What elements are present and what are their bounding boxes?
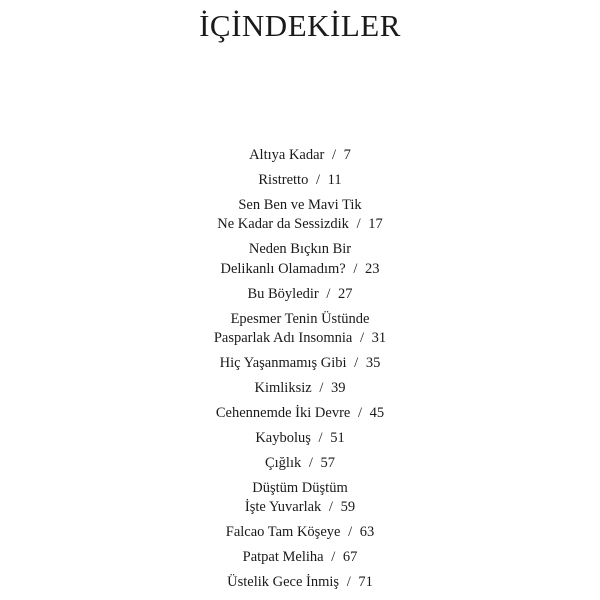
toc-entry-title: Bu Böyledir: [247, 285, 319, 302]
toc-entry-line: [0, 215, 600, 234]
toc-entry-line: [0, 523, 600, 542]
toc-entry: [0, 379, 600, 398]
toc-entry-title: Sen Ben ve Mavi Tik: [238, 196, 362, 213]
toc-entry-line: [0, 146, 600, 165]
toc-separator: /: [331, 549, 336, 566]
toc-separator: /: [326, 285, 331, 302]
toc-page-number: 17: [368, 216, 383, 233]
toc-separator: /: [328, 499, 333, 516]
toc-entry-line: [0, 498, 600, 517]
toc-entry-title: Patpat Meliha: [242, 549, 324, 566]
toc-entry-line: [0, 404, 600, 423]
toc-entry-title: Kayboluş: [255, 430, 311, 447]
toc-entry-line: [0, 196, 600, 215]
toc-entry-line: [0, 285, 600, 304]
toc-entry-line: [0, 240, 600, 259]
toc-page-number: 39: [330, 380, 346, 397]
toc-entry-title: Üstelik Gece İnmiş: [227, 574, 340, 591]
toc-entry: [0, 404, 600, 423]
toc-entry-title: Hiç Yaşanmamış Gibi: [219, 355, 347, 372]
toc-entry: [0, 523, 600, 542]
toc-separator: /: [354, 355, 359, 372]
toc-entry-line: [0, 379, 600, 398]
toc-separator: /: [353, 260, 358, 277]
toc-separator: /: [357, 405, 362, 422]
toc-entry-title: Delikanlı Olamadım?: [220, 260, 346, 277]
table-of-contents: [0, 146, 600, 598]
toc-entry-title: Cehennemde İki Devre: [215, 405, 351, 422]
toc-entry-line: [0, 573, 600, 592]
toc-page-number: 63: [359, 524, 375, 541]
toc-entry-line: [0, 429, 600, 448]
toc-separator: /: [318, 430, 323, 447]
toc-page-number: 7: [343, 147, 351, 163]
toc-entry-title: Neden Bıçkın Bir: [248, 241, 352, 258]
toc-entry-title: Çığlık: [264, 455, 302, 472]
toc-page-number: 59: [340, 499, 356, 516]
toc-separator: /: [356, 216, 361, 233]
toc-page-number: 27: [338, 285, 353, 302]
toc-entry: [0, 146, 600, 165]
toc-entry-title: Ne Kadar da Sessizdik: [217, 216, 349, 233]
toc-entry-line: [0, 310, 600, 329]
toc-page-number: 57: [320, 455, 336, 472]
toc-entry: [0, 548, 600, 567]
toc-page-number: 67: [342, 549, 358, 566]
toc-entry-title: İşte Yuvarlak: [244, 499, 322, 516]
toc-entry-line: [0, 354, 600, 373]
toc-entry: [0, 454, 600, 473]
toc-entry-line: [0, 329, 600, 348]
toc-separator: /: [308, 455, 313, 472]
toc-entry-title: Düştüm Düştüm: [252, 480, 348, 496]
page-title: İÇİNDEKİLER: [199, 8, 401, 43]
toc-entry-line: [0, 260, 600, 279]
toc-entry-line: [0, 454, 600, 473]
toc-entry-title: Ristretto: [258, 171, 309, 188]
toc-entry: [0, 479, 600, 518]
toc-entry: [0, 285, 600, 304]
toc-separator: /: [346, 574, 351, 591]
toc-entry-line: [0, 479, 600, 498]
toc-separator: /: [319, 380, 324, 397]
toc-entry: [0, 429, 600, 448]
toc-page-number: 35: [365, 355, 381, 372]
toc-separator: /: [360, 330, 365, 347]
toc-entry: [0, 310, 600, 349]
toc-entry-title: Epesmer Tenin Üstünde: [230, 310, 370, 327]
toc-entry: [0, 573, 600, 592]
toc-page-number: 51: [330, 430, 345, 447]
toc-entry-title: Altıya Kadar: [249, 147, 325, 163]
toc-page-number: 23: [365, 260, 380, 277]
toc-page-number: 31: [371, 330, 387, 347]
toc-page-number: 45: [369, 405, 385, 422]
toc-entry-line: [0, 171, 600, 190]
toc-separator: /: [348, 524, 353, 541]
toc-separator: /: [332, 147, 337, 163]
toc-entry-title: Pasparlak Adı Insomnia: [213, 330, 353, 347]
toc-separator: /: [315, 171, 320, 188]
toc-entry: [0, 196, 600, 235]
toc-entry-title: Kimliksiz: [254, 380, 312, 397]
toc-page-number: 11: [327, 171, 342, 188]
toc-entry: [0, 354, 600, 373]
toc-entry: [0, 240, 600, 279]
toc-page-number: 71: [358, 574, 373, 591]
toc-entry: [0, 171, 600, 190]
toc-entry-title: Falcao Tam Köşeye: [225, 524, 341, 541]
toc-entry-line: [0, 548, 600, 567]
